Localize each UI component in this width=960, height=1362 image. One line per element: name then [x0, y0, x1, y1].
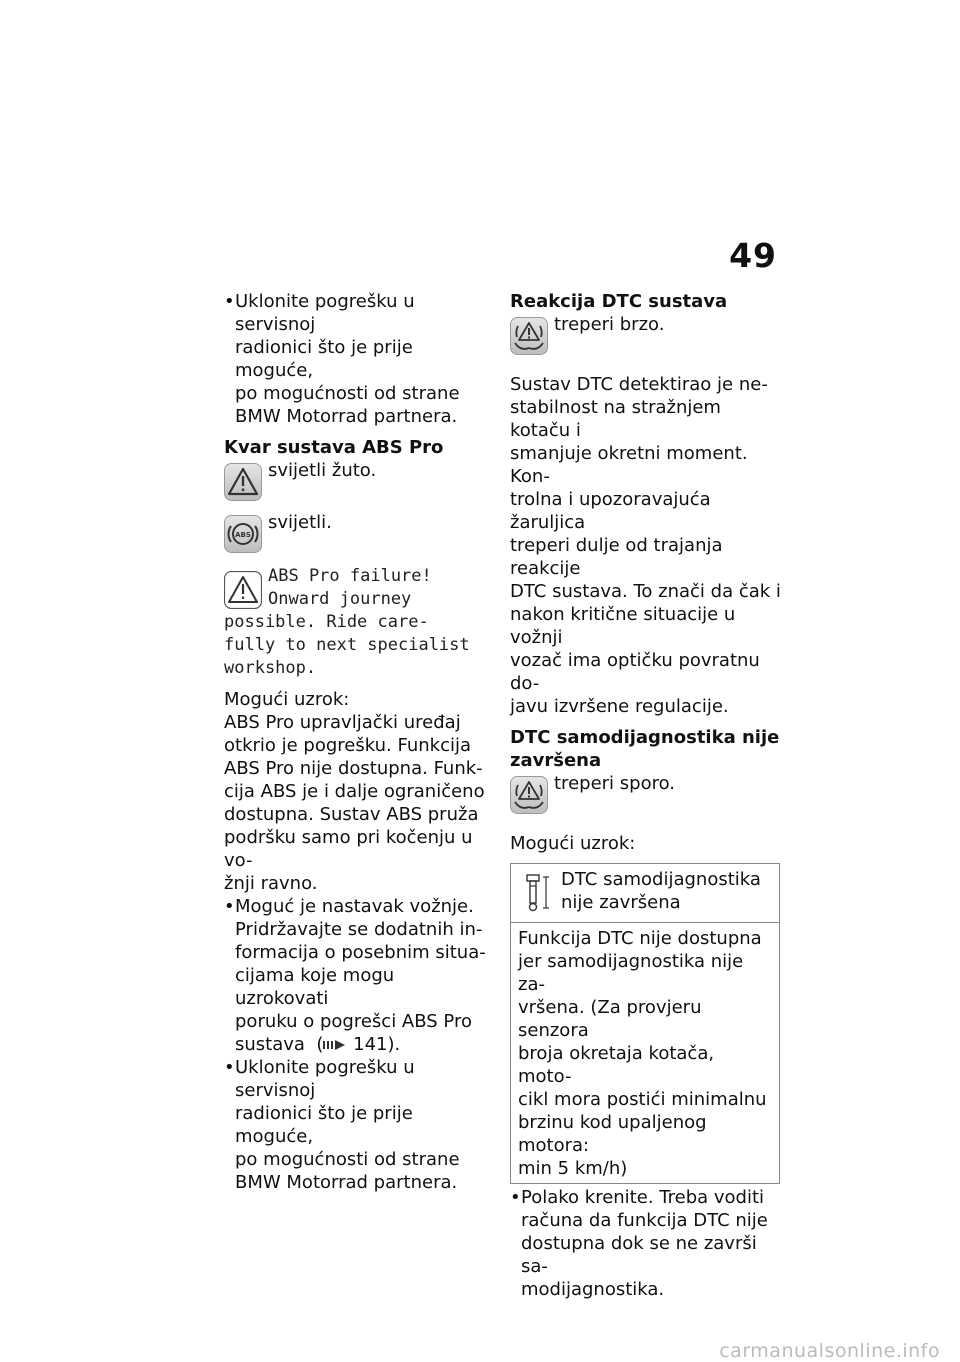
info-table-header — [511, 864, 779, 923]
dtc-fast-row — [510, 313, 782, 363]
list-item — [224, 895, 492, 1056]
right-column — [510, 290, 782, 1301]
display-message-line1: ABS Pro failure! — [268, 566, 432, 586]
bullet-text-body: Moguć je nastavak vožnje. Pridržavajte se dodatnih in- formacija o posebnim situa- cijama koje mogu uzrokovati poruku o pogrešci ABS Pro sustava — [235, 896, 486, 1055]
bullet-text: Uklonite pogrešku u servisnoj radionici što je prije moguće, po mogućnosti od strane BMW Motorrad partnera. — [235, 291, 460, 427]
warning-light-text: svijetli žuto. — [268, 460, 377, 481]
bullet-dot-icon: • — [510, 1187, 521, 1208]
cause-label: Mogući uzrok: — [510, 833, 636, 854]
abs-light-row — [224, 511, 492, 559]
list-item — [510, 1186, 782, 1301]
bullet-text: Polako krenite. Treba voditi računa da funkcija DTC nije dostupna dok se ne završi sa- modijagnostika. — [521, 1187, 768, 1300]
info-table — [510, 863, 780, 1184]
warning-triangle-icon — [224, 463, 262, 501]
warning-triangle-outline-icon — [224, 571, 262, 609]
list-item — [224, 1056, 492, 1194]
bullet-text: Moguć je nastavak vožnje. Pridržavajte se dodatnih in- formacija o posebnim situa- cijama koje mogu uzrokovati poruku o pogrešci ABS Pro sustava ( 141). — [235, 896, 486, 1055]
svg-text:ABS: ABS — [235, 531, 251, 539]
section-heading-abs: Kvar sustava ABS Pro — [224, 437, 444, 458]
display-message — [224, 565, 492, 680]
list-item — [224, 290, 492, 428]
cause-label: Mogući uzrok: — [224, 689, 350, 710]
dtc-icon — [510, 317, 548, 355]
page-reference[interactable]: 141). — [353, 1034, 401, 1055]
left-column — [224, 290, 492, 1194]
page-number: 49 — [729, 236, 777, 275]
section-heading-dtc: Reakcija DTC sustava — [510, 291, 728, 312]
display-message-rest: possible. Ride care- fully to next specialist workshop. — [224, 612, 470, 678]
section-heading-diagnosis: DTC samodijagnostika nije završena — [510, 727, 780, 771]
abs-icon — [224, 515, 262, 553]
bullet-dot-icon: • — [224, 896, 235, 917]
bullet-text: Uklonite pogrešku u servisnoj radionici što je prije moguće, po mogućnosti od strane BMW Motorrad partnera. — [235, 1057, 460, 1193]
info-table-body: Funkcija DTC nije dostupna jer samodijagnostika nije za- vršena. (Za provjeru senzora broja okretaja kotača, moto- cikl mora postići minimalnu brzinu kod upaljenog motora: min 5 km/h) — [518, 928, 767, 1179]
info-table-title: DTC samodijagnostika nije završena — [561, 869, 761, 913]
display-message-line2: Onward journey — [268, 589, 412, 609]
dtc-icon — [510, 776, 548, 814]
watermark: carmanualsonline.info — [719, 1340, 940, 1362]
warning-light-row — [224, 459, 492, 507]
dtc-fast-text: treperi brzo. — [554, 314, 665, 335]
dtc-slow-text: treperi sporo. — [554, 773, 675, 794]
cause-text: ABS Pro upravljački uređaj otkrio je pogrešku. Funkcija ABS Pro nije dostupna. Funk- cija ABS je i dalje ograničeno dostupna. Sustav ABS pruža podršku samo pri kočenju u vo- žnji ravno. — [224, 712, 485, 894]
bullet-dot-icon: • — [224, 1057, 235, 1078]
page-reference-arrow-icon — [323, 1034, 347, 1055]
bullet-dot-icon: • — [224, 291, 235, 312]
dtc-explanation: Sustav DTC detektirao je ne- stabilnost na stražnjem kotaču i smanjuje okretni moment. Kon- trolna i upozoravajuća žaruljica treperi dulje od trajanja reakcije DTC sustava. To znači da čak i nakon kritične situacije u vožnji vozač ima optičku povratnu do- javu izvršene regulacije. — [510, 374, 781, 717]
dtc-slow-row — [510, 772, 782, 822]
sensor-icon — [523, 874, 553, 920]
abs-light-text: svijetli. — [268, 512, 332, 533]
